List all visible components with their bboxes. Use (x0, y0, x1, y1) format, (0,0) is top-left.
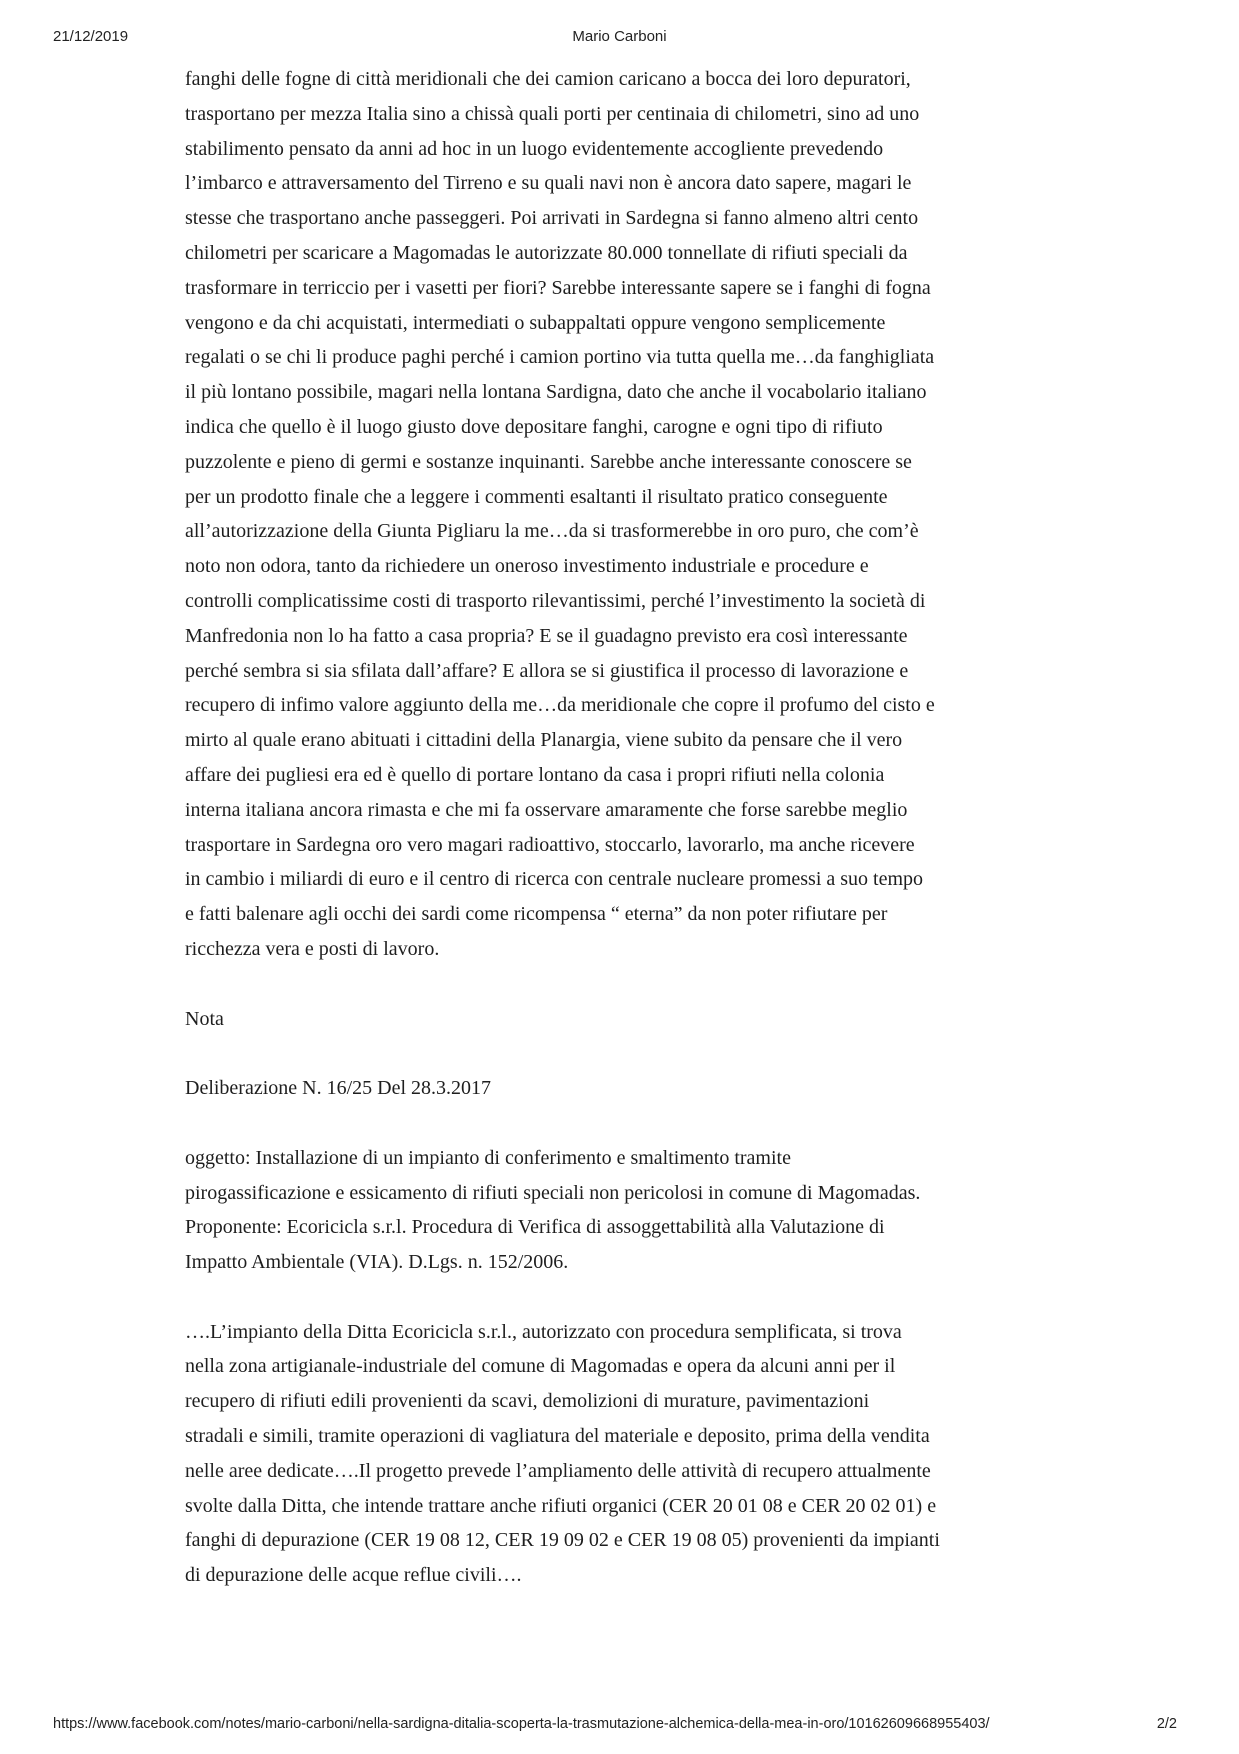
paragraph-spacer (185, 1036, 1065, 1071)
text-line: puzzolente e pieno di germi e sostanze inquinanti. Sarebbe anche interessante conoscere se (185, 450, 912, 473)
print-footer (0, 1716, 1239, 1738)
text-line: recupero di infimo valore aggiunto della me…da meridionale che copre il profumo del cisto e (185, 694, 935, 717)
source-url[interactable]: https://www.facebook.com/notes/mario-carboni/nella-sardigna-ditalia-scoperta-la-trasmutazione-alchemica-della-mea-in-oro/10162609668955403/ (53, 1716, 990, 1732)
text-line: di depurazione delle acque reflue civili…. (185, 1564, 522, 1587)
text-line: il più lontano possibile, magari nella lontana Sardigna, dato che anche il vocabolario italiano (185, 381, 927, 404)
text-line: stradali e simili, tramite operazioni di vagliatura del materiale e deposito, prima della vendita (185, 1425, 930, 1448)
text-line: stesse che trasportano anche passeggeri. Poi arrivati in Sardegna si fanno almeno altri cento (185, 207, 919, 230)
paragraph-spacer (185, 967, 1065, 1002)
text-line: trasportano per mezza Italia sino a chissà quali porti per centinaia di chilometri, sino ad uno (185, 102, 920, 125)
paragraph-spacer (185, 1280, 1065, 1315)
text-line: indica che quello è il luogo giusto dove depositare fanghi, carogne e ogni tipo di rifiuto (185, 415, 883, 438)
text-line: vengono e da chi acquistati, intermediati o subappaltati oppure vengono semplicemente (185, 311, 886, 334)
text-line: interna italiana ancora rimasta e che mi fa osservare amaramente che forse sarebbe meglio (185, 798, 908, 821)
paragraph-spacer (185, 1106, 1065, 1141)
text-line: pirogassificazione e essicamento di rifiuti speciali non pericolosi in comune di Magomadas. (185, 1181, 921, 1204)
text-line: Impatto Ambientale (VIA). D.Lgs. n. 152/2006. (185, 1251, 569, 1274)
oggetto-paragraph (185, 1141, 1065, 1280)
text-line: perché sembra si sia sfilata dall’affare? E allora se si giustifica il processo di lavorazione e (185, 659, 909, 682)
deliberazione-heading (185, 1071, 1065, 1106)
excerpt-paragraph (185, 1315, 1065, 1593)
text-line: mirto al quale erano abituati i cittadini della Planargia, viene subito da pensare che il vero (185, 729, 903, 752)
text-line: ….L’impianto della Ditta Ecoricicla s.r.l., autorizzato con procedura semplificata, si trova (185, 1320, 902, 1343)
text-line: controlli complicatissime costi di trasporto rilevantissimi, perché l’investimento la società di (185, 589, 926, 612)
text-line: trasformare in terriccio per i vasetti per fiori? Sarebbe interessante sapere se i fanghi di fogna (185, 276, 931, 299)
nota-text: Nota (185, 1007, 224, 1030)
text-line: oggetto: Installazione di un impianto di conferimento e smaltimento tramite (185, 1146, 791, 1169)
text-line: chilometri per scaricare a Magomadas le autorizzate 80.000 tonnellate di rifiuti speciali da (185, 241, 908, 264)
text-line: noto non odora, tanto da richiedere un oneroso investimento industriale e procedure e (185, 555, 869, 578)
text-line: all’autorizzazione della Giunta Pigliaru la me…da si trasformerebbe in oro puro, che com’è (185, 520, 919, 543)
text-line: l’imbarco e attraversamento del Tirreno e su quali navi non è ancora dato sapere, magari le (185, 172, 912, 195)
print-title: Mario Carboni (572, 28, 667, 45)
print-date: 21/12/2019 (53, 28, 129, 45)
text-line: fanghi delle fogne di città meridionali che dei camion caricano a bocca dei loro depuratori, (185, 68, 911, 90)
text-line: Manfredonia non lo ha fatto a casa propria? E se il guadagno previsto era così interessante (185, 624, 908, 647)
page-number: 2/2 (1156, 1716, 1177, 1732)
note-content (185, 62, 1065, 1593)
text-line: stabilimento pensato da anni ad hoc in un luogo evidentemente accogliente prevedendo (185, 137, 884, 160)
text-line: nelle aree dedicate….Il progetto prevede l’ampliamento delle attività di recupero attualmente (185, 1459, 931, 1482)
print-header (0, 28, 1239, 52)
text-line: fanghi di depurazione (CER 19 08 12, CER 19 09 02 e CER 19 08 05) provenienti da impianti (185, 1529, 940, 1552)
deliberazione-text: Deliberazione N. 16/25 Del 28.3.2017 (185, 1077, 492, 1100)
text-line: Proponente: Ecoricicla s.r.l. Procedura di Verifica di assoggettabilità alla Valutazione di (185, 1216, 885, 1239)
nota-label (185, 1002, 1065, 1037)
text-line: e fatti balenare agli occhi dei sardi come ricompensa “ eterna” da non poter rifiutare per (185, 903, 888, 926)
text-line: trasportare in Sardegna oro vero magari radioattivo, stoccarlo, lavorarlo, ma anche ricevere (185, 833, 915, 856)
text-line: affare dei pugliesi era ed è quello di portare lontano da casa i propri rifiuti nella colonia (185, 763, 885, 786)
main-paragraph (185, 62, 1065, 967)
text-line: regalati o se chi li produce paghi perché i camion portino via tutta quella me…da fanghigliata (185, 346, 935, 369)
text-line: in cambio i miliardi di euro e il centro di ricerca con centrale nucleare promessi a suo tempo (185, 868, 924, 891)
text-line: per un prodotto finale che a leggere i commenti esaltanti il risultato pratico conseguente (185, 485, 888, 508)
text-line: recupero di rifiuti edili provenienti da scavi, demolizioni di murature, pavimentazioni (185, 1390, 870, 1413)
text-line: svolte dalla Ditta, che intende trattare anche rifiuti organici (CER 20 01 08 e CER 20 02 01) e (185, 1494, 937, 1517)
text-line: nella zona artigianale-industriale del comune di Magomadas e opera da alcuni anni per il (185, 1355, 896, 1378)
text-line: ricchezza vera e posti di lavoro. (185, 937, 440, 960)
